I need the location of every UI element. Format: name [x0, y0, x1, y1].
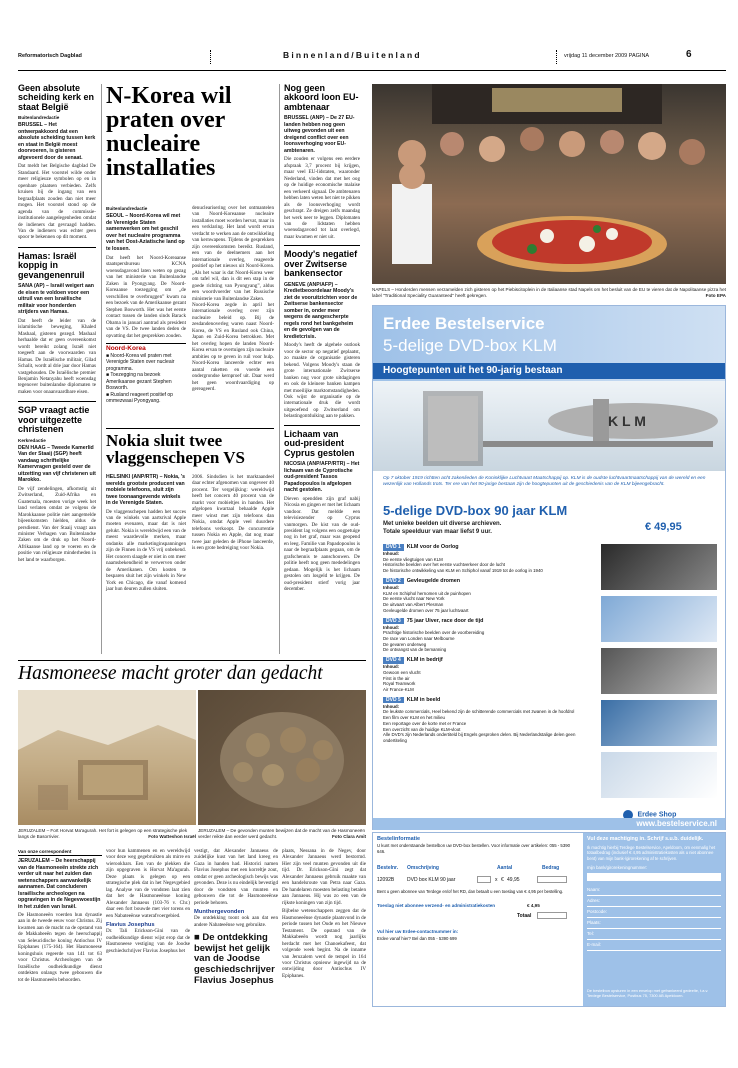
hasmo-body-3: Dr. Tali Erickson-Gini van de oudheidkundige dienst wijst erop dat de Hasmoneese vestiging van de Joodse geschiedschrijver Flavius Josephus het [106, 928, 190, 954]
napels-caption-text: NAPELS – Honderden mensen verzamelden zich gisteren op het Piebiscitoplein in de Italiaanse stad Napels om het besluit van de EU te vieren dat de Napolitaanse pizza het label "Traditional Speciality Guaranteed" heeft gekregen. [372, 287, 726, 298]
account-input[interactable] [587, 873, 721, 881]
dvd-2-title: Gevleugelde dromen [406, 577, 461, 584]
napels-caption [372, 287, 726, 299]
shipping-note: Bent u geen abonnee van Terdege en/of het RD, dan betaalt u een toeslag van € 4,95 per bestelling. [377, 889, 564, 894]
hasmo-col-3 [194, 848, 278, 986]
dvd-4-title: KLM in bedrijf [406, 657, 443, 664]
ad-subtitle: 5-delige DVD-box KLM [383, 336, 557, 355]
coins-caption-text: JERUZALEM – De gevonden munten bewijzen dat de macht van de Hasmoneeën verder reikte dan eerder werd gedacht. [198, 828, 366, 839]
article-belgie-byline: Buitenlandredactie [18, 115, 60, 121]
ad-price: € 49,95 [645, 521, 682, 533]
article-moody-lead: GENEVE (ANP/AFP) – Kredietbeoordelaar Moody's ziet de vooruitzichten voor de Zwitserse bankensector somber in, onder meer wegens de aangescherpte regels rond het bankgeheim en de gevolgen van de kredietcrisis. [284, 281, 358, 340]
dvd-item-2: DVD 2 Gevleugelde dromen Inhoud: KLM en Schiphol hernomen uit de puinhopen De eerste vlucht naar New York De uitvaart van Albert Plesman Gevleugelde dromen over 75 jaar luchtvaart [383, 577, 471, 613]
ad-band [373, 363, 725, 379]
col1-separator-2 [18, 401, 96, 402]
article-nokia-body-2: 2006. Sindsdien is het marktaandeel daar echter afgenomen van ongeveer 40 procent. Ter vergelijking: wereldwijd heeft het concern 40 procent van de markt voor mobieltjes in handen. Het afgelopen kwartaal behaalde Apple meer winst met zijn telefoons dan Nokia, omdat Apple veel duurdere telefoons verkoopt. De concurrentie tussen Nokia en Apple, dat nog maar twee jaar geleden de iPhone lanceerde, is een grote bedreiging voor Nokia. [192, 474, 274, 552]
dvd-1-title: KLM voor de Oorlog [406, 544, 459, 550]
dvd-cover-1 [601, 544, 717, 590]
article-hamas-body: Dat heeft de leider van de islamitische beweging, Khaled Mashaal, gisteren gezegd. Mashaal herhaalde dat er geen overeenkomst wordt bereikt zolang Israël niet toegeeft aan de voorwaarden van Hamas. De Israëlische militair, Gilad Schalit, wordt al drie jaar door Hamas vastgehouden. De Israëlische premier Benjamin Netanyahu heeft woensdag tegenover buitenlandse diplomaten te maken voor onaanvaardbare eisen. [18, 317, 96, 395]
column-left [18, 84, 96, 563]
fort-caption-text: JERUZALEM – Fort Horvat Ma'agurah. Het fort is gelegen op een strategische plek langs de Basorrivier. [18, 828, 188, 839]
field-address[interactable]: Adres: [587, 898, 721, 907]
article-sgp-lead: DEN HAAG – Tweede Kamerlid Van der Staaij (SGP) heeft vandaag schriftelijke Kamervragen gesteld over de uitzetting van vijf christenen uit Marokko. [18, 444, 96, 484]
article-sgp-headline: SGP vraagt actie voor uitgezette christenen [18, 405, 90, 435]
page-number: 6 [686, 49, 692, 60]
fort-photo [18, 690, 196, 825]
header-divider-left [210, 50, 211, 64]
form-intro: U kunt met onderstaande bestelbon uw DVD-box bestellen. Voor informatie over artikelen: 055 - 5390 646. [377, 843, 570, 854]
napels-photo-credit: Foto EPA [705, 292, 726, 298]
hasmo-col-2 [106, 848, 190, 954]
klm-airplane-photo [373, 381, 725, 471]
col1-vertical-rule [101, 84, 102, 654]
mandate-text: Ik machtig hierbij Terdege Bestelservice, Apeldoorn, om eenmalig het totaalbedrag (inclusief € 4,95 administratiekosten als u niet abonnee bent) van mijn bank-/girorekening af te schrijven. [587, 845, 716, 861]
field-email[interactable]: E-mail: [587, 942, 721, 951]
date-line: vrijdag 11 december 2009 PAGINA [564, 53, 650, 59]
svg-text:K L M: K L M [608, 413, 646, 429]
article-sgp-byline: Kerkredactie [18, 437, 46, 443]
col3-separator-1 [284, 245, 360, 246]
dvd-item-3: DVD 3 75 jaar Uiver, race door de tijd Inhoud: Prachtige historische beelden over de voorbereiding De race van Londen naar Melbourne De gevaren onderweg De ontvangst van de bemanning [383, 617, 485, 653]
order-form [372, 832, 726, 1007]
article-nokia-lead: HELSINKI (ANP/RTR) – Nokia, 's werelds grootste producent van mobiele telefoons, sluit zijn twee toonaangevende winkels in de Verenigde Staten. [106, 474, 186, 506]
bullet-icon: ■ [106, 391, 111, 398]
form-right [583, 833, 725, 1006]
article-moody-body: Moody's heeft de algehele outlook voor de sector op negatief geplaatst, zo maakte de organisatie gisteren bekend. Volgens Moody's staan de grote internationale Zwitserse banken nog voor grote uitdagingen en ook de kleinere banken kampen met moeilijke marktomstandigheden. Ook wijst de organisatie op de internationale druk die wordt uitgeoefend op Zwitserland om belastingontduiking aan te pakken. [284, 342, 360, 420]
mandate-account-label: mijn bank/girorekeningnummer: [587, 865, 648, 870]
total-box[interactable] [537, 912, 567, 919]
coins-caption [198, 828, 366, 840]
dvd-4-label: DVD 4 [383, 657, 404, 664]
article-hamas-headline: Hamas: Israël koppig in gevangenenruil [18, 250, 85, 280]
mandate-legal: De bestelbon opsturen in een envelop met gefrankeerd gedeelte, t.a.v. Terdege Bestelservice, Postbus 75, 7300 AB Apeldoorn. [587, 988, 709, 999]
column-right-news [284, 84, 360, 593]
contact-fields [587, 887, 721, 953]
fort-photo-credit: Foto Watteshon Israël [148, 833, 196, 839]
coins-photo [198, 690, 366, 825]
hasmo-body-2: voor hun kammenen en en wereldwijd voor deze weg gegebruikten als mirre en wierookhars. Een van de plekken die zijn opgegraven is Horvat Ma'agurah. Deze plaats is gelegen op een strategische plek dat in het Negevgebied lag. Analyse van de vondsten laat zien dat het de Hasmoneeënse koning Alexander Jannaeus (103-76 v. Chr.) daar een fort bouwde met vier torens en een Nabateeënse waterafvoergebied. [106, 848, 190, 919]
hasmo-body-5: De ontdekking toont ook aan dat een andere Nabateeënse weg gebruikte. [194, 915, 278, 928]
hasmo-body-7: Bijbelse wetenschappers zeggen dat de Hasmoneeënse dynastie plaatsvond in de periode tussen het Oude en het Nieuwe Testament. De opstand van de Makkabeeën wordt nog jaarlijks herdacht met het Chanoekafeest, dat volgende week begint. Na de inname van Jeruzalem werd de tempel in 164 voor Christus opnieuw ingewijd na de ontwijding door Antiochus IV Epiphanes. [282, 908, 366, 979]
article-hasmo-headline: Hasmoneese macht groter dan gedacht [18, 663, 323, 684]
qty-box[interactable] [477, 876, 491, 883]
col3-separator-2 [284, 425, 360, 426]
nkorea-factbox [106, 343, 186, 405]
ad-band-text: Hoogtepunten uit het 90-jarig bestaan [383, 365, 563, 376]
dvd-1-label: DVD 1 [383, 544, 404, 551]
nkorea-factbox-item: ■ Noord-Korea wil praten met Verenigde Staten over nucleair programma. [106, 352, 175, 372]
fort-caption [18, 828, 196, 840]
airplane-illustration [373, 381, 725, 471]
hasmo-body-1: De Hasmoneeën voerden hun dynastie aan in de tweede eeuw voor Christus. Zij kwamen aan de macht na de opstand van de Makkabeeën tegen de heerschappij van Seleucidische koning Antiochus IV Epiphanes (175-164). Het Hasmoneese koningshuis regeerde van 141 tot 63 voor Christus. Archeologen van de Israëlische oudheidkundige dienst ontdekten onlangs twee gebouwen die tot de Hasmoneeën behoorden. [18, 912, 102, 983]
nkorea-factbox-item: ■ Rusland reageert positief op ommezwaai Pyongyang. [106, 391, 173, 405]
nkorea-factbox-item: ■ Toezegging na bezoek Amerikaanse gezant Stephen Bosworth. [106, 372, 172, 392]
article-cyprus-lead: NICOSIA (ANP/AFP/RTR) – Het lichaam van de Cyprotische oud-president Tassos Papadopoulos is afgelopen nacht gestolen. [284, 461, 360, 494]
dvd-5-title: KLM in beeld [406, 696, 441, 703]
ad-url[interactable]: www.bestelservice.nl [636, 819, 717, 828]
header-rule [18, 70, 726, 71]
dvd-list [383, 544, 593, 744]
article-belgie-headline: Geen absolute scheiding kerk en staat België [18, 83, 95, 112]
article-hamas-lead: SANA (AP) – Israël weigert aan de eisen te voldoen voor een uitruil van een Israëlische militair voor honderden strijders van Hamas. [18, 283, 94, 316]
form-footer: Vul hier uw Erdee-contactnummer in: [377, 929, 459, 934]
field-phone[interactable]: Tel: [587, 931, 721, 940]
article-nkorea-body-2: denuclearisering over het ontmantelen van Noord-Koreaanse nucleaire installaties moet worden hervat, maar in een verklaring. Het land wordt ervan verdacht te werken aan de ontwikkeling van kernwapens. Tijdens de gesprekken zijn overeenkomsten bereikt. Rusland, een van de deelnemers aan het internationale overleg, reageerde positief op het nieuws uit Noord-Korea. „Als het waar is dat Noord-Korea weer om tafel wil, dan is dit een stap in de goede richting van Pyongyang”, aldus een woordvoerder van het Russische ministerie van Buitenlandse Zaken. [192, 205, 274, 302]
ad-desc-2: Totale speelduur van maar liefst 9 uur. [383, 529, 492, 535]
form-title: Bestelinformatie [377, 836, 421, 842]
dvd-3-title: 75 jaar Uiver, race door de tijd [406, 617, 484, 624]
article-nkorea-headline: N-Korea wil praten over nucleaire installaties [106, 83, 232, 181]
article-nkorea-body-1: Dat heeft het Noord-Koreaanse staatspersbureau KCNA woensdagavond laten weten op gezag van het ministerie van Buitenlandse Zaken in Pyongyang. De Noord-Koreaanse toezegging om „de verschillen te overbruggen” kwam na een bezoek van de Amerikaanse gezant Stephen Bosworth. Het was het eerste contact tussen de landen sinds Barack Obama in januari aantrad als president van de VS. De twee landen deden de opvatting dat het gesprekken zouden. [106, 255, 186, 339]
dvd-3-label: DVD 3 [383, 618, 404, 625]
dvd-5-label: DVD 5 [383, 697, 404, 704]
article-eu-body: Die zouden er volgens een eerdere afspraak 3,7 procent bij krijgen, maar veel EU-lidstaten, waaronder Nederland, vinden dat met het oog op de huidige economische malaise een verkeerd signaal. De ambtenaren hebben laten weten het niet te pikken als de loonsverhoging wordt geschrapt. Ze dreigen zelfs maandag het werk neer te leggen. Diplomaten van de lidstaten hebben woensdagavond tot laat overlegd, maar kwamen er niet uit. [284, 156, 360, 240]
hasmo-col-1 [18, 848, 102, 983]
dvd-item-5: DVD 5 KLM in beeld Inhoud: De leukste commercials, Heel bekend zijn de schitterende commercials met zwanen in de hoofdrol Een film over KLM en het milieu Een reportage over de korte met er France Een overzicht van de huidige KLM-vloot Alle DVD's zijn Nederlands ondertiteld bij Engels gesproken delen. Bij Nederlandstalige delen geen ondertiteling [383, 696, 576, 744]
field-city[interactable]: Plaats: [587, 920, 721, 929]
dvd-2-label: DVD 2 [383, 578, 404, 585]
article-nkorea-body-3: Noord-Korea zegde in april het internationale overleg over zijn nucleaire beleid op. Bij de zesdandenoverleg waren naast Noord-Korea, de VS en Rusland ook China, Japan en Zuid-Korea betrokken. Met het overleg hopen de landen Noord-Korea ervan te overtuigen zijn nucleaire ambities op te geven in ruil voor hulp. Noord-Korea lanceerde echter een aantal raketten en voerde een ondergrondse kernproef uit. Daar werd het geen woordvaardiging op gereageerd. [192, 302, 274, 393]
article-belgie-lead: BRUSSEL – Het ontwerpakkoord dat een absolute scheiding tussen kerk en staat in België moest doorvoeren, is gisteren afgevoerd door de senaat. [18, 122, 96, 161]
ad-photo-caption: Op 7 oktober 1919 richtten acht zakenlieden de Koninklijke Luchtvaart Maatschappij op. KLM is de oudste luchtvaartmaatschappij van de wereld en een wezenlijk van Hollands trots. Ter ere van het 90-jarige bestaan zijn de hoogtepunten uit de geschiedenis van de KLM bijeengebracht. [383, 476, 706, 488]
article-nokia-col-a [106, 474, 186, 593]
shipping-row: Toeslag niet abonnee verzend- en administratiekosten € 4,95 [377, 903, 540, 908]
quote-bullet-icon: ■ [194, 932, 203, 944]
coins-illustration [198, 690, 366, 825]
hasmo-subhead-1: Flavius Josephus [106, 922, 155, 929]
fort-illustration [18, 690, 196, 825]
newspaper-name: Reformatorisch Dagblad [18, 53, 82, 59]
hasmo-top-rule [18, 660, 366, 661]
dvd-cover-4 [601, 700, 717, 746]
field-postcode[interactable]: Postcode: [587, 909, 721, 918]
page-header [18, 50, 728, 66]
ad-desc-1: Met unieke beelden uit diverse archieven. [383, 521, 502, 527]
dvd-cover-5 [601, 752, 717, 798]
article-eu-lead: BRUSSEL (ANP) – De 27 EU-landen hebben nog geen uitweg gevonden uit een dreigend conflict over een loonsverhoging voor EU-ambtenaren. [284, 115, 355, 154]
form-footer-2: Erdee vanaf hier? Bel dan 055 - 5390 699 [377, 936, 457, 941]
header-divider-right [556, 50, 557, 64]
article-nkorea-lead: SEOUL – Noord-Korea wil met de Verenigde Staten samenwerken om het geschil over het nucleaire programma van het Oost-Aziatische land op te lossen. [106, 213, 185, 252]
dvd-item-4: DVD 4 KLM in bedrijf Inhoud: Gewoon een vlucht First in the air Royal Teamwork Air France-KLM [383, 657, 443, 692]
col2-vertical-rule [279, 84, 280, 654]
hasmo-byline: Van onze correspondent [18, 849, 102, 856]
dvd-covers [601, 544, 717, 804]
bullet-icon: ■ [106, 352, 111, 359]
hasmo-body-4: vestigt, dat Alexander Jannaeus de zuidelijke kust van het land kreeg en Gaza in handen had. Historici namen Flavius Josephus met een korreltje zout, omdat er geen archeologisch bewijs was gevonden. Deze is nu eindelijk bevestigd door de vondsten van munten en gebouwen die tot de Hasmoneeënse periode behoren. [194, 848, 278, 906]
article-nokia-body-1: De vlaggenschepen hadden het succes van de winkels van aartsrival Apple moeten evenaren, maar dat is niet gelukt. Nokia is wereldwijd een van de meest waardevolle merken, maar ondanks alle marketinginspanningen zijn de Finnen in de VS vrij onbekend. Het concern slaagde er niet in om meer naamsbekendheid te verwerven onder de Amerikanen. Om kosten te besparen sluit het zijn winkels in New York en Chicago, die vanaf komend jaar hun deuren zullen sluiten. [106, 508, 186, 593]
bullet-icon: ■ [106, 372, 111, 379]
nokia-top-rule [106, 428, 274, 429]
article-nokia-headline: Nokia sluit twee vlaggenschepen VS [106, 431, 246, 467]
article-sgp-body: De vijf zendelingen, afkomstig uit Zwitserland, Zuid-Afrika en Guatemala, moesten vorige week het land verlaten omdat ze volgens de Marokkaanse politie niet aangemelde bijeenkomsten hielden, aldus de persdienst. Van der Staaij vraagt aan minister Verhagen van Buitenlandse Zaken om de druk op het Noord-Afrikaanse land op te voeren en de positie van religieuze minderheden in het land te waarborgen. [18, 485, 96, 563]
article-nkorea-byline: Buitenlandredactie [106, 206, 148, 211]
klm-dvd-advertisement [372, 305, 726, 830]
hasmo-pullquote: ■ De ontdekking bewijst het gelijk van de Joodse geschiedschrijver Flavius Josephus [194, 932, 275, 986]
article-cyprus-headline: Lichaam van oud-president Cyprus gestolen [284, 428, 355, 458]
hasmo-lead: JERUZALEM – De heerschappij van de Hasmoneeën strekte zich verder uit naar het zuiden dan wetenschappers aanvankelijk aannamen. Dat concluderen Israëlische archeologen na opgravingen in de Negevwoestijn in het zuiden van Israël. [18, 858, 101, 910]
dvd-item-1: DVD 1 KLM voor de Oorlog Inhoud: De eerste vliegtuigen van KLM Historische beelden over het eerste vuchtverkeer door de lucht De historische ontwikkeling van KLM en Schiphol vanaf 1919 tot de oorlog in 1940 [383, 544, 543, 574]
ad-url-bar [373, 818, 725, 830]
napels-pizza-photo [372, 84, 726, 284]
dvd-cover-3 [601, 648, 717, 694]
article-moody-headline: Moody's negatief over Zwitserse bankensector [284, 249, 358, 279]
article-belgie-body: Dat meldt het Belgische dagblad De Standaard. Het voorstel wilde onder meer religieuze symbolen op en in openbare plaatsen verbieden. Zelfs kruisen bij de ingang van een begraafplaats zouden dan niet meer mogen. Het voorstel stond op de agenda van de commissie-institutionele aangelegenheden omdat de indieners dat gevraagd hadden. Van de indieners was echter geen spoor te bekennen op dit moment. [18, 163, 96, 241]
section-title: Binnenland/Buitenland [283, 50, 422, 60]
amount-box[interactable] [537, 876, 567, 883]
field-name[interactable]: Naam: [587, 887, 721, 896]
hasmo-body-6: plaats, Nessana in de Negev, door Alexander Jannaeus werd bestormd. Hier zijn veel munten gevonden uit die tijd. Dr. Erickson-Gini zegt dat Alexander Jannaeus gebruik maakte van een handelsroute van Petra naar Gaza. De handelaren moesten belasting betalen aan Jannaeus. Hij was zo een van de rijkste koningen van zijn tijd. [282, 848, 366, 906]
hasmo-subhead-2: Munthergevonden [194, 909, 245, 916]
article-cyprus-body: Dieven opendden zijn graf nabij Nicosia en gingen er met het lichaam vandoor. Dat meldde een televisiezender op Cyprus vanmorgen. De kist van de oud-president lag volgens een oogpetuige nog in het graf, maar was geopend en leeg. Familie van Papadopoulos is naar de begraafplaats gegaan, om de grafschennis te aanschouwen. De politie heeft nog geen mededelingen gedaan. Mogelijk is het lichaam gestolen om losgeld te krijgen. De oud-president stierf vorig jaar december. [284, 495, 360, 593]
article-nkorea-col-a [106, 205, 186, 405]
mandate-title: Vul deze machtiging in. Schrijf s.u.b. duidelijk. [587, 836, 704, 842]
nkorea-factbox-title: Noord-Korea [106, 345, 146, 353]
hasmo-col-4 [282, 848, 366, 979]
napels-photo-illustration [372, 84, 726, 284]
shop-label: Erdee Shop [637, 811, 677, 819]
ad-title: Erdee Bestelservice [383, 314, 545, 333]
ad-product-title: 5-delige DVD-box 90 jaar KLM [383, 503, 568, 518]
coins-photo-credit: Foto Clara Amit [331, 833, 366, 839]
form-left: Bestelinformatie U kunt met onderstaande bestelbon uw DVD-box bestellen. Voor informatie over artikelen: 055 - 5390 646. Bestelnr. Omschrijving Aantal Bedrag 12092B DVD box KLM 90 jaar x € 49,95 Bent u geen abonnee van Terdege en/of het RD, dan betaalt u een toeslag van € 4,95 per bestelling. Toeslag niet abonnee verzend- en administratiekosten € 4,95 Totaal Vul hier uw Erdee-contactnummer in: Erdee vanaf hier? Bel dan 055 - 5390 699 [373, 833, 581, 1006]
dvd-cover-2 [601, 596, 717, 642]
col1-separator-1 [18, 247, 96, 248]
article-eu-headline: Nog geen akkoord loon EU-ambtenaar [284, 83, 359, 112]
